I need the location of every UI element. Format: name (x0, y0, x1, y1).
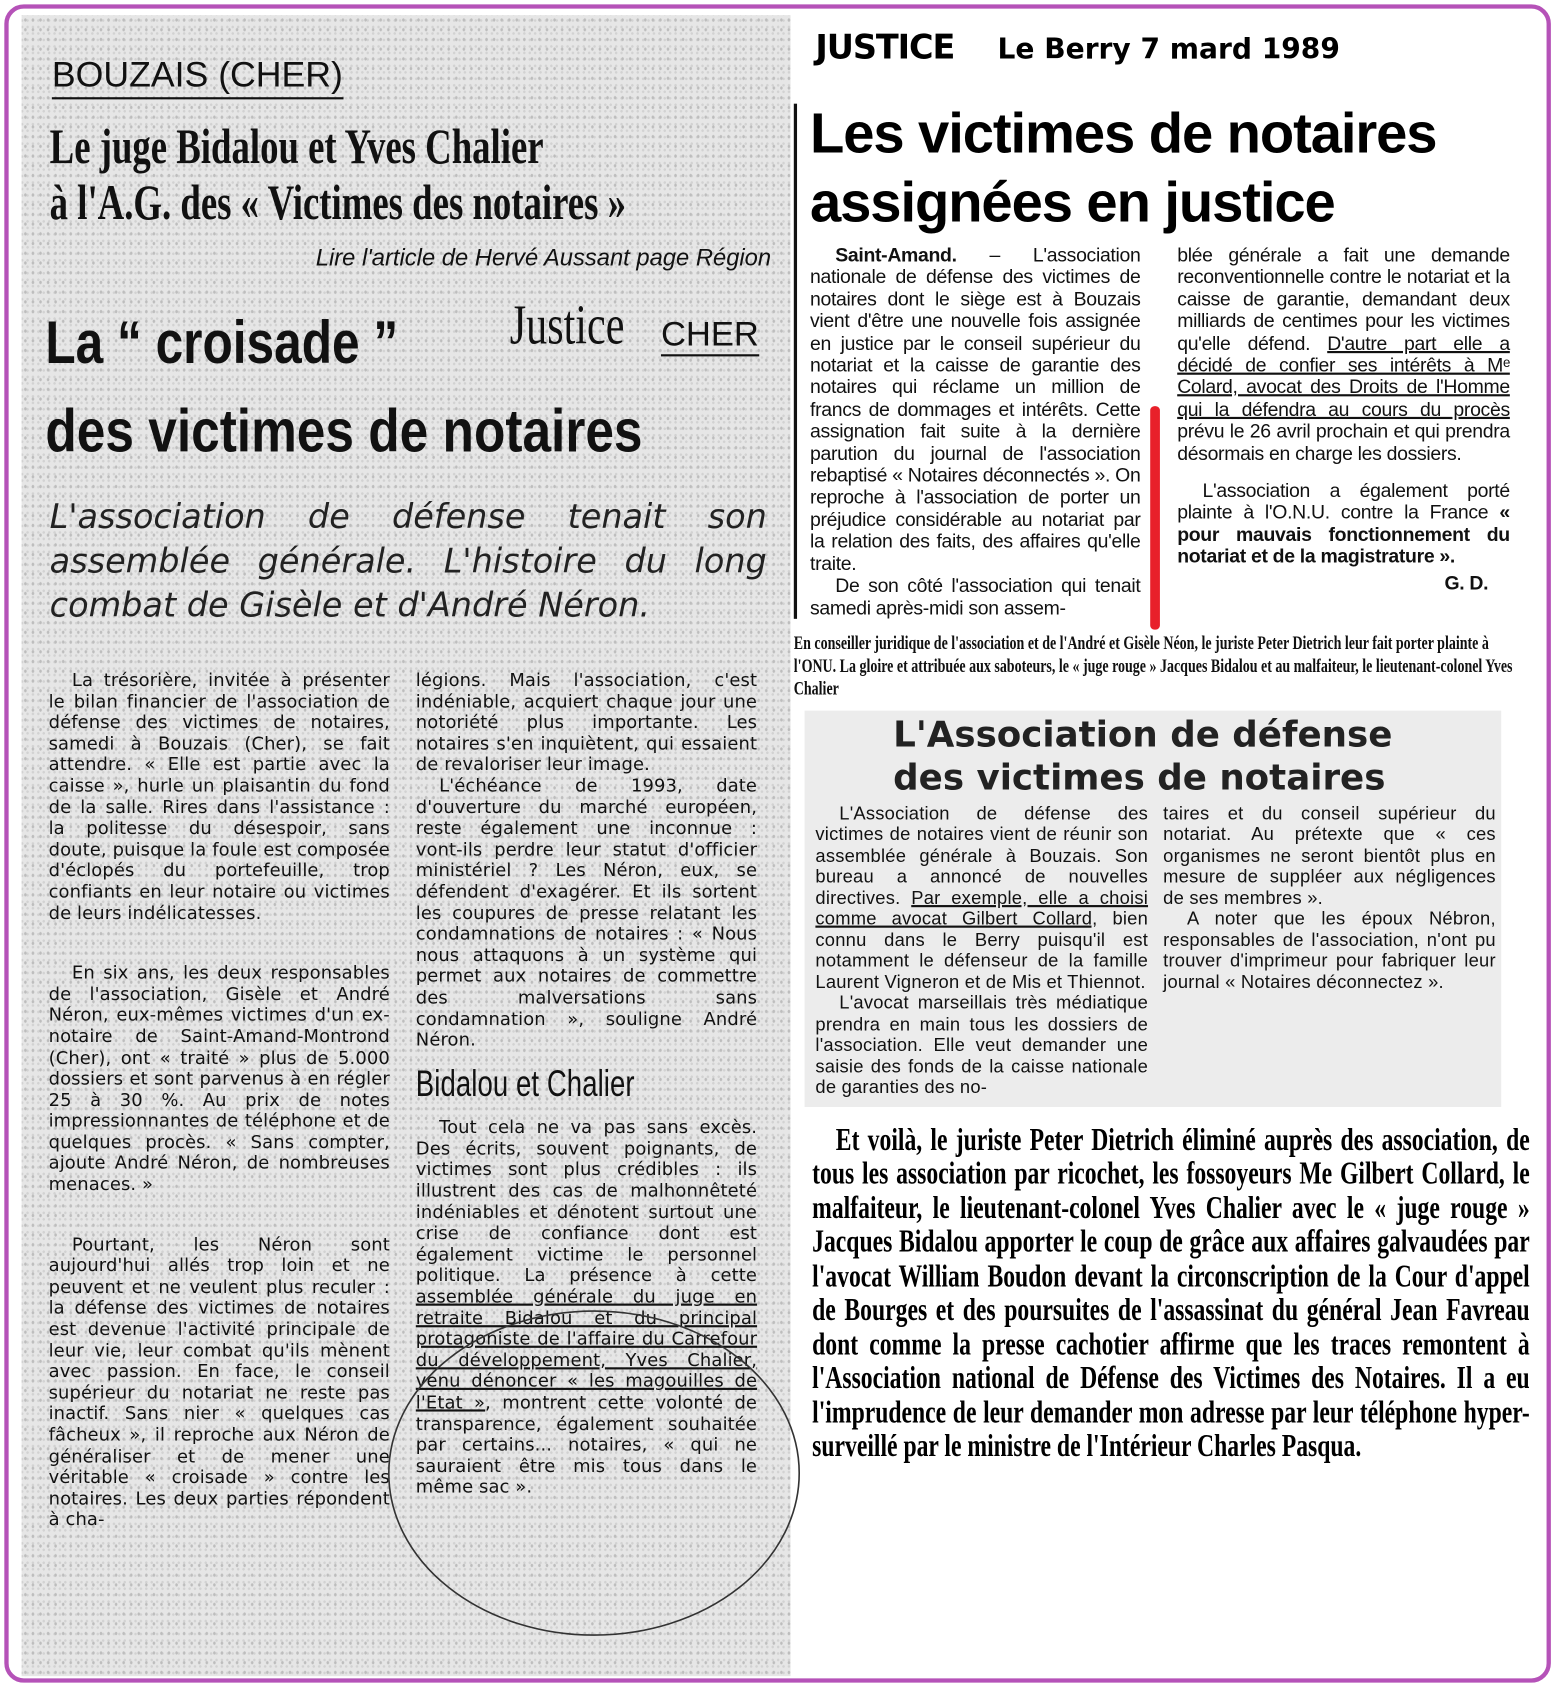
text-segment: – L'association nationale de défense des victimes de notaires dont le siège est à Bouzais vient d'être une nouvelle fois assignée en justice par le conseil supérieur du notariat et la caisse de garantie des notaires qui réclame un million de francs de dommages et intérêts. Cette assignation fait suite à la dernière parution du journal de l'association rebaptisé « Notaires déconnectés ». On reproche à l'association de porter un préjudice considérable au notariat par la relation des faits, des affaires qu'elle traite. (810, 244, 1141, 575)
text-segment: L'Association de défense des victimes de notaires vient de réunir son assemblée générale à Bouzais. Son bureau a annoncé de nouvelles directives. (815, 803, 1149, 909)
underlined-text: assemblée générale du juge en retraite Bidalou et du principal protagoniste de l'affaire du Carrefour du développement, Yves Chalier, venu dénoncer « les magouilles de l'Etat » (415, 1286, 758, 1413)
red-marker-line (1150, 406, 1160, 629)
column-heading: Bidalou et Chalier (415, 1063, 635, 1105)
text-segment: bien connu dans le Berry puisqu'il est notamment le défenseur de la famille Laurent Vigneron et de Mis et Thiennot. (815, 908, 1149, 993)
signature: G. D. (1444, 572, 1489, 594)
headline-line: à l'A.G. des « Victimes des notaires » (49, 174, 626, 231)
right-headline (794, 99, 1539, 237)
rubric: JUSTICE (815, 28, 955, 67)
underlined-text: Par exemple, elle a choisi comme avocat Gilbert Collard, (815, 887, 1149, 930)
second-column-2 (1163, 803, 1496, 1098)
article-reference: Lire l'article de Hervé Aussant page Région (315, 244, 772, 272)
paragraph: En six ans, les deux responsables de l'association, Gisèle et André Néron, eux-mêmes victimes d'un ex-notaire de Saint-Amand-Montrond (Cher), ont « traité » plus de 5.000 dossiers et sont parvenus à en régler 25 à 30 %. Au prix de notes impressionnantes de téléphone et de quelques procès. « Sans compter, ajoute André Néron, de nombreuses menaces. » (48, 962, 390, 1195)
left-subhead: L'association de défense tenait son assemblée générale. L'histoire du long combat de Gisèle et d'André Néron. (49, 497, 767, 626)
right-columns (794, 244, 1510, 619)
title-line: des victimes de notaires (893, 755, 1386, 799)
stamp-justice: Justice (509, 294, 625, 357)
left-clipping (22, 15, 791, 1676)
stamp-cher: CHER (661, 314, 759, 356)
paragraph: L'avocat marseillais très médiatique prendra en main tous les dossiers de l'association. Elle veut demander une saisie des fonds de la caisse nationale de garanties des no- (815, 992, 1149, 1098)
text-segment: L'association a également porté plainte à l'O.N.U. contre la France (1177, 479, 1510, 524)
text-segment: , montrent cette volonté de transparence, également souhaitée par certains... notaires, « qui ne sauraient être mis tous dans le même sac ». (415, 1392, 758, 1498)
left-title-line2: des victimes de notaires (45, 396, 643, 465)
paragraph: L'échéance de 1993, date d'ouverture du marché européen, reste également une inconnue : vont-ils perdre leur statut d'officier ministériel ? Les Néron, eux, se défendent d'exagérer. Et ils sortent les coupures de presse relatant les condamnations de notaires : « Nous nous attaquons à un système qui permet aux notaires de commettre des malversations sans condamnation », souligne André Néron. (415, 775, 758, 1050)
second-clipping (805, 711, 1502, 1107)
left-title: La “ croisade ” (45, 307, 399, 376)
right-column-1 (810, 244, 1140, 619)
paragraph: A noter que les époux Nébron, responsables de l'association, n'ont pu trouver d'imprimeur pour fabriquer leur journal « Notaires déconnectez ». (1163, 908, 1496, 993)
right-column-2 (1177, 244, 1510, 619)
headline-line: Les victimes de notaires (810, 102, 1437, 166)
commentary: Et voilà, le juriste Peter Dietrich éliminé auprès des association, de tous les association par ricochet, les fossoyeurs Me Gilbert Collard, le malfaiteur, le lieutenant-colonel Yves Chalier avec le « juge rouge » Jacques Bidalou apporter le coup de grâce aux affaires galvaudées par l'avocat William Boudon devant la circonscription de la Cour d'appel de Bourges et des poursuites de l'assassinat du général Jean Favreau dont comme la presse cachotier affirme que les traces remontent à l'Association national de Défense des Victimes des Notaires. Il a eu l'imprudence de leur demander mon adresse par leur téléphone hyper-surveillé par le ministre de l'Intérieur Charles Pasqua. (812, 1123, 1530, 1464)
source-date: Le Berry 7 mard 1989 (997, 33, 1340, 66)
article-header (794, 11, 1539, 91)
title-line: L'Association de défense (893, 712, 1393, 755)
text-segment: prévu le 26 avril prochain et qui prendra désormais en charge les dossiers. (1177, 420, 1510, 465)
hand-drawn-circle (378, 1300, 810, 1646)
second-title (805, 711, 1502, 800)
left-column-1 (49, 670, 390, 1531)
text-segment: Tout cela ne va pas sans excès. Des écrits, souvent poignants, de victimes sont plus crédibles : ils illustrent des cas de malhonnêteté indéniables et dénotent surtout une crise de confiance dont est également victime le personnel politique. La présence à cette (415, 1117, 758, 1286)
dateline: Saint-Amand. (835, 244, 957, 266)
bold-quote: « pour mauvais fonctionnement du notariat et de la magistrature ». (1177, 501, 1510, 568)
headline-line: Le juge Bidalou et Yves Chalier (49, 118, 544, 174)
caption: En conseiller juridique de l'association et de l'André et Gisèle Néon, le juriste Peter Dietrich leur fait porter plainte à l'ONU. La gloire et attribuée aux saboteurs, le « juge rouge » Jacques Bidalou et au malfaiteur, le lieutenant-colonel Yves Chalier (793, 631, 1513, 699)
headline-line: assignées en justice (810, 171, 1335, 235)
second-columns (805, 799, 1502, 1098)
paragraph: De son côté l'association qui tenait samedi après-midi son assem- (810, 574, 1141, 619)
underlined-text: D'autre part elle a décidé de confier ses intérêts à Mᵉ Colard, avocat des Droits de l'Homme qui la défendra au cours du procès (1177, 332, 1510, 420)
text-segment: blée générale a fait une demande reconventionnelle contre le notariat et la caisse de garantie, demandant deux milliards de centimes pour les victimes qu'elle défend. (1177, 244, 1510, 354)
left-headline (50, 119, 769, 231)
paragraph: La trésorière, invitée à présenter le bilan financier de l'association de défense des victimes de notaires, samedi à Bouzais (Cher), se fait attendre. « Elle est partie avec la caisse », hurle un plaisantin du fond de la salle. Rires dans l'assistance : la politesse du désespoir, sans doute, puisque la foule est composée d'éclopés du portefeuille, trop confiants en leur notaire ou victimes de leurs indélicatesses. (48, 669, 390, 923)
second-column-1 (815, 803, 1148, 1098)
paragraph: taires et du conseil supérieur du notariat. Au prétexte que « ces organismes ne seront bientôt plus en mesure de suppléer aux négligences de ses membres ». (1163, 803, 1496, 909)
section-label: BOUZAIS (CHER) (52, 54, 343, 99)
right-side (794, 11, 1539, 1465)
paragraph: Pourtant, les Néron sont aujourd'hui allés trop loin et ne peuvent et ne veulent plus reculer : la défense des victimes de notaires est devenue l'activité principale de leur vie, leur combat qu'ils mènent avec passion. En face, le conseil supérieur du notariat ne reste pas inactif. Sans nier « quelques cas fâcheux », il reproche aux Néron de généraliser et de mener une véritable « croisade » contre les notaires. Les deux parties répondent à cha- (48, 1234, 390, 1530)
paragraph: légions. Mais l'association, c'est indéniable, acquiert chaque jour une notoriété plus importante. Les notaires s'en inquiètent, qui essaient de revaloriser leur image. (415, 669, 758, 775)
right-article (794, 11, 1539, 625)
